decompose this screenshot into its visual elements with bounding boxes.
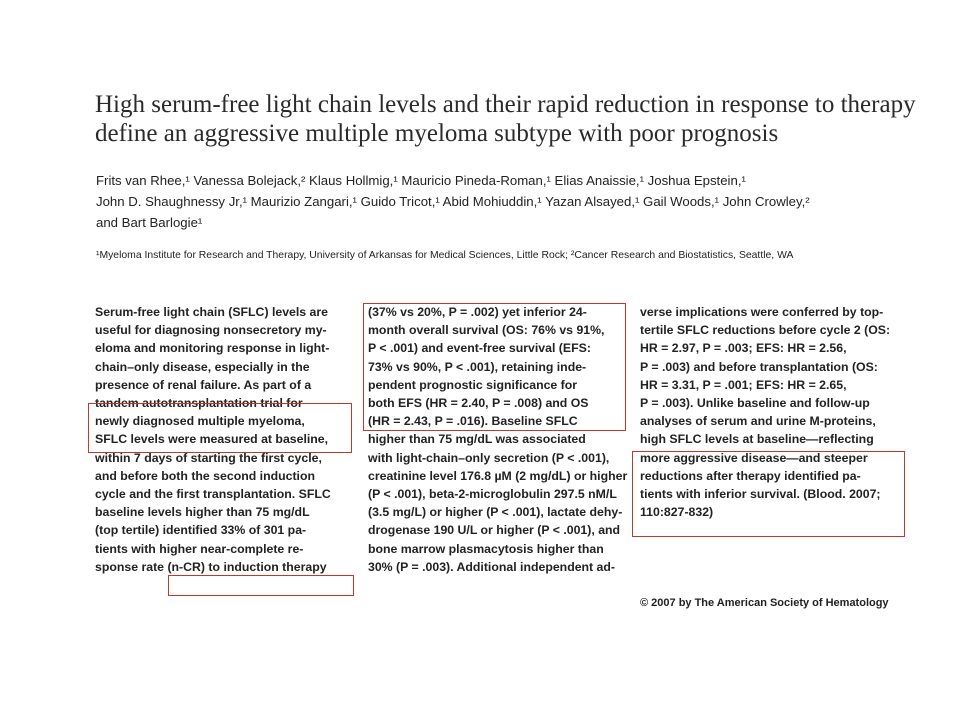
highlight-box — [88, 403, 352, 453]
abstract-line: chain–only disease, especially in the — [95, 359, 310, 374]
highlight-box — [168, 575, 354, 596]
abstract-line: eloma and monitoring response in light- — [95, 341, 330, 356]
abstract-line: bone marrow plasmacytosis higher than — [368, 541, 604, 556]
abstract-line: tandem autotransplantation trial for — [95, 396, 303, 411]
abstract-line: 30% (P = .003). Additional independent ad- — [368, 559, 616, 574]
abstract-line: (HR = 2.43, P = .016). Baseline SFLC — [368, 414, 578, 429]
highlight-box — [363, 303, 626, 431]
abstract-line: (3.5 mg/L) or higher (P < .001), lactate dehy- — [368, 505, 623, 520]
abstract-line: (37% vs 20%, P = .002) yet inferior 24- — [368, 305, 587, 319]
abstract-line: 73% vs 90%, P < .001), retaining inde- — [368, 359, 587, 374]
abstract-line: pendent prognostic significance for — [368, 377, 578, 392]
abstract-line: P = .003). Unlike baseline and follow-up — [640, 396, 870, 411]
title-line: define an aggressive multiple myeloma subtype with poor prognosis — [95, 120, 779, 147]
abstract-line: HR = 3.31, P = .001; EFS: HR = 2.65, — [640, 377, 847, 392]
abstract-line: more aggressive disease—and steeper — [640, 450, 868, 465]
abstract-line: higher than 75 mg/dL was associated — [368, 432, 586, 447]
paper-title — [95, 90, 915, 148]
abstract-line: newly diagnosed multiple myeloma, — [95, 414, 305, 429]
abstract-line: with light-chain–only secretion (P < .001), — [368, 450, 610, 465]
abstract-line: P = .003) and before transplantation (OS: — [640, 359, 878, 374]
abstract-line: both EFS (HR = 2.40, P = .008) and OS — [368, 396, 589, 411]
abstract-line: baseline levels higher than 75 mg/dL — [95, 505, 310, 520]
affiliations: ¹Myeloma Institute for Research and Therapy, University of Arkansas for Medical Sciences, Little Rock; ²Cancer Research and Biostatistics, Seattle, WA — [96, 250, 794, 261]
abstract-line: useful for diagnosing nonsecretory my- — [95, 323, 327, 338]
abstract-line: verse implications were conferred by top- — [640, 305, 884, 319]
abstract-line: SFLC levels were measured at baseline, — [95, 432, 329, 447]
abstract-line: reductions after therapy identified pa- — [640, 468, 861, 483]
abstract-line: creatinine level 176.8 µM (2 mg/dL) or higher — [368, 468, 628, 483]
abstract-line: within 7 days of starting the first cycle, — [95, 450, 322, 465]
highlight-box — [632, 451, 905, 537]
title-line: High serum-free light chain levels and their rapid reduction in response to therapy — [95, 91, 916, 118]
abstract-line: presence of renal failure. As part of a — [95, 377, 312, 392]
abstract-line: Serum-free light chain (SFLC) levels are — [95, 305, 329, 319]
copyright-notice: © 2007 by The American Society of Hematology — [640, 597, 889, 609]
abstract-line: cycle and the first transplantation. SFLC — [95, 487, 331, 502]
abstract-line: tients with inferior survival. (Blood. 2007; — [640, 487, 881, 502]
abstract-line: tients with higher near-complete re- — [95, 541, 304, 556]
abstract-line: tertile SFLC reductions before cycle 2 (OS: — [640, 323, 891, 338]
author-list — [96, 170, 916, 233]
author-line: Frits van Rhee,¹ Vanessa Bolejack,² Klaus Hollmig,¹ Mauricio Pineda-Roman,¹ Elias Anaissie,¹ Joshua Epstein,¹ — [96, 173, 746, 188]
abstract-line: analyses of serum and urine M-proteins, — [640, 414, 876, 429]
author-line: John D. Shaughnessy Jr,¹ Maurizio Zangari,¹ Guido Tricot,¹ Abid Mohiuddin,¹ Yazan Alsayed,¹ Gail Woods,¹ John Crowley,² — [96, 194, 810, 209]
abstract-line: month overall survival (OS: 76% vs 91%, — [368, 323, 605, 338]
abstract-line: (P < .001), beta-2-microglobulin 297.5 nM/L — [368, 487, 617, 502]
abstract-line: (top tertile) identified 33% of 301 pa- — [95, 523, 307, 538]
abstract-line: high SFLC levels at baseline—reflecting — [640, 432, 874, 447]
abstract-line: P < .001) and event-free survival (EFS: — [368, 341, 591, 356]
abstract-line: and before both the second induction — [95, 468, 315, 483]
abstract-line: HR = 2.97, P = .003; EFS: HR = 2.56, — [640, 341, 847, 356]
abstract-line: drogenase 190 U/L or higher (P < .001), and — [368, 523, 621, 538]
author-line: and Bart Barlogie¹ — [96, 215, 203, 230]
abstract-line: sponse rate (n-CR) to induction therapy — [95, 559, 327, 574]
abstract-line: 110:827-832) — [640, 505, 714, 520]
